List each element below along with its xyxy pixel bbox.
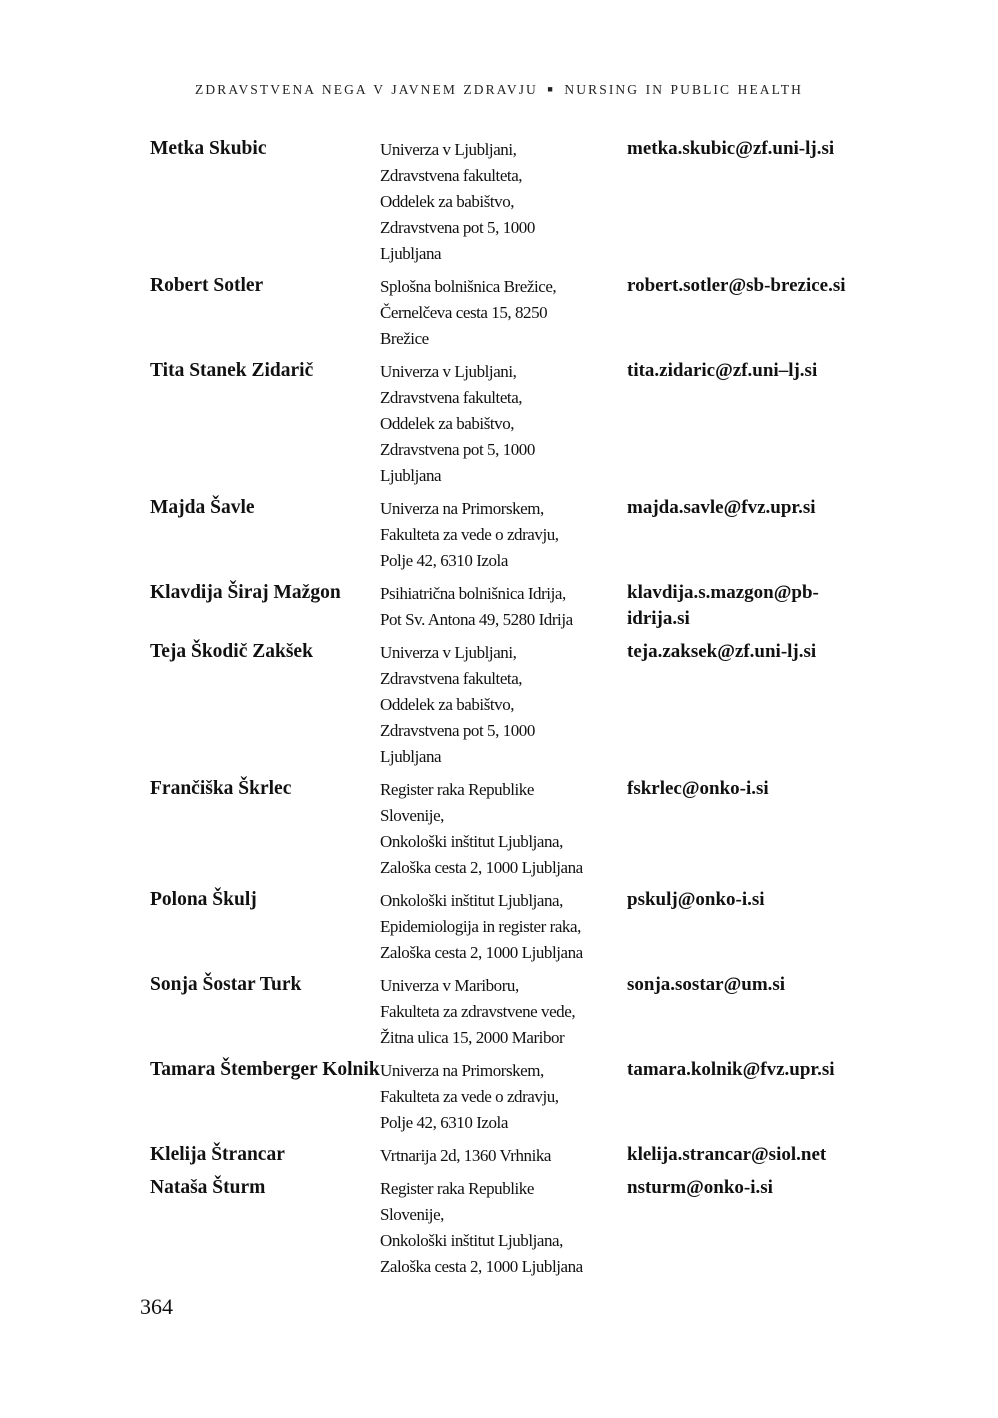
author-entry	[150, 639, 890, 770]
affiliation-line: Zdravstvena fakulteta,	[380, 388, 523, 407]
author-entry	[150, 972, 890, 1051]
author-name: Tita Stanek Zidarič	[150, 360, 314, 381]
author-email: fskrlec@onko-i.si	[627, 778, 769, 799]
journal-title-slovene: ZDRAVSTVENA NEGA V JAVNEM ZDRAVJU	[195, 82, 538, 97]
affiliation-line: Univerza na Primorskem,	[380, 499, 544, 518]
affiliation-line: Ljubljana	[380, 244, 442, 263]
affiliation-line: Slovenije,	[380, 1205, 444, 1224]
affiliation-line: Onkološki inštitut Ljubljana,	[380, 1231, 563, 1250]
affiliation-line: Pot Sv. Antona 49, 5280 Idrija	[380, 610, 573, 629]
author-entry	[150, 887, 890, 966]
author-entry	[150, 1142, 890, 1169]
author-affiliation	[380, 358, 627, 489]
author-email: pskulj@onko-i.si	[627, 889, 765, 910]
author-affiliation	[380, 1142, 627, 1169]
author-entry	[150, 1175, 890, 1280]
author-email: robert.sotler@sb-brezice.si	[627, 275, 846, 296]
affiliation-line: Fakulteta za zdravstvene vede,	[380, 1002, 576, 1021]
affiliation-line: Brežice	[380, 329, 429, 348]
author-entry	[150, 358, 890, 489]
affiliation-line: Psihiatrična bolnišnica Idrija,	[380, 584, 566, 603]
author-name: Sonja Šostar Turk	[150, 974, 302, 995]
affiliation-line: Zdravstvena fakulteta,	[380, 166, 523, 185]
author-entry	[150, 776, 890, 881]
affiliation-line: Univerza na Primorskem,	[380, 1061, 544, 1080]
author-name: Teja Škodič Zakšek	[150, 641, 313, 662]
affiliation-line: Polje 42, 6310 Izola	[380, 1113, 508, 1132]
affiliation-line: Zdravstvena fakulteta,	[380, 669, 523, 688]
author-email: teja.zaksek@zf.uni-lj.si	[627, 641, 817, 662]
affiliation-line: Zdravstvena pot 5, 1000	[380, 440, 535, 459]
author-affiliation	[380, 887, 627, 966]
author-entry	[150, 580, 890, 633]
author-name: Majda Šavle	[150, 497, 255, 518]
affiliation-line: Zaloška cesta 2, 1000 Ljubljana	[380, 1257, 583, 1276]
author-email: nsturm@onko-i.si	[627, 1177, 773, 1198]
affiliation-line: Fakulteta za vede o zdravju,	[380, 1087, 559, 1106]
affiliation-line: Fakulteta za vede o zdravju,	[380, 525, 559, 544]
author-affiliation	[380, 273, 627, 352]
affiliation-line: Vrtnarija 2d, 1360 Vrhnika	[380, 1146, 552, 1165]
affiliation-line: Zdravstvena pot 5, 1000	[380, 721, 535, 740]
author-name: Nataša Šturm	[150, 1177, 266, 1198]
author-entry	[150, 273, 890, 352]
author-affiliation	[380, 972, 627, 1051]
affiliation-line: Onkološki inštitut Ljubljana,	[380, 891, 563, 910]
author-name: Frančiška Škrlec	[150, 778, 292, 799]
author-name: Tamara Štemberger Kolnik	[150, 1059, 380, 1080]
affiliation-line: Register raka Republike	[380, 780, 534, 799]
affiliation-line: Polje 42, 6310 Izola	[380, 551, 508, 570]
affiliation-line: Ljubljana	[380, 747, 442, 766]
affiliation-line: Onkološki inštitut Ljubljana,	[380, 832, 563, 851]
author-name: Polona Škulj	[150, 889, 257, 910]
author-name: Klavdija Širaj Mažgon	[150, 582, 341, 603]
affiliation-line: Žitna ulica 15, 2000 Maribor	[380, 1028, 565, 1047]
page-number: 364	[140, 1294, 173, 1319]
affiliation-line: Univerza v Ljubljani,	[380, 362, 517, 381]
author-email: klavdija.s.mazgon@pb- idrija.si	[627, 582, 819, 629]
header-separator: ■	[547, 84, 555, 94]
author-affiliation	[380, 495, 627, 574]
journal-title-english: NURSING IN PUBLIC HEALTH	[564, 82, 803, 97]
author-list	[150, 136, 890, 1280]
affiliation-line: Univerza v Ljubljani,	[380, 140, 517, 159]
author-email: metka.skubic@zf.uni-lj.si	[627, 138, 835, 159]
author-affiliation	[380, 136, 627, 267]
author-email: tamara.kolnik@fvz.upr.si	[627, 1059, 835, 1080]
author-entry	[150, 136, 890, 267]
author-email: sonja.sostar@um.si	[627, 974, 786, 995]
author-entry	[150, 495, 890, 574]
affiliation-line: Register raka Republike	[380, 1179, 534, 1198]
author-affiliation	[380, 1175, 627, 1280]
affiliation-line: Oddelek za babištvo,	[380, 695, 515, 714]
running-header	[0, 82, 998, 98]
affiliation-line: Zaloška cesta 2, 1000 Ljubljana	[380, 943, 583, 962]
author-affiliation	[380, 776, 627, 881]
author-email: klelija.strancar@siol.net	[627, 1144, 827, 1165]
affiliation-line: Oddelek za babištvo,	[380, 414, 515, 433]
author-email: tita.zidaric@zf.uni–lj.si	[627, 360, 818, 381]
affiliation-line: Univerza v Ljubljani,	[380, 643, 517, 662]
affiliation-line: Ljubljana	[380, 466, 442, 485]
author-name: Klelija Štrancar	[150, 1144, 285, 1165]
author-affiliation	[380, 1057, 627, 1136]
affiliation-line: Zdravstvena pot 5, 1000	[380, 218, 535, 237]
affiliation-line: Epidemiologija in register raka,	[380, 917, 581, 936]
affiliation-line: Zaloška cesta 2, 1000 Ljubljana	[380, 858, 583, 877]
affiliation-line: Splošna bolnišnica Brežice,	[380, 277, 557, 296]
author-entry	[150, 1057, 890, 1136]
author-name: Metka Skubic	[150, 138, 267, 159]
affiliation-line: Univerza v Mariboru,	[380, 976, 519, 995]
author-name: Robert Sotler	[150, 275, 264, 296]
affiliation-line: Oddelek za babištvo,	[380, 192, 515, 211]
author-email: majda.savle@fvz.upr.si	[627, 497, 816, 518]
affiliation-line: Slovenije,	[380, 806, 444, 825]
author-affiliation	[380, 639, 627, 770]
author-affiliation	[380, 580, 627, 633]
affiliation-line: Černelčeva cesta 15, 8250	[380, 303, 548, 322]
